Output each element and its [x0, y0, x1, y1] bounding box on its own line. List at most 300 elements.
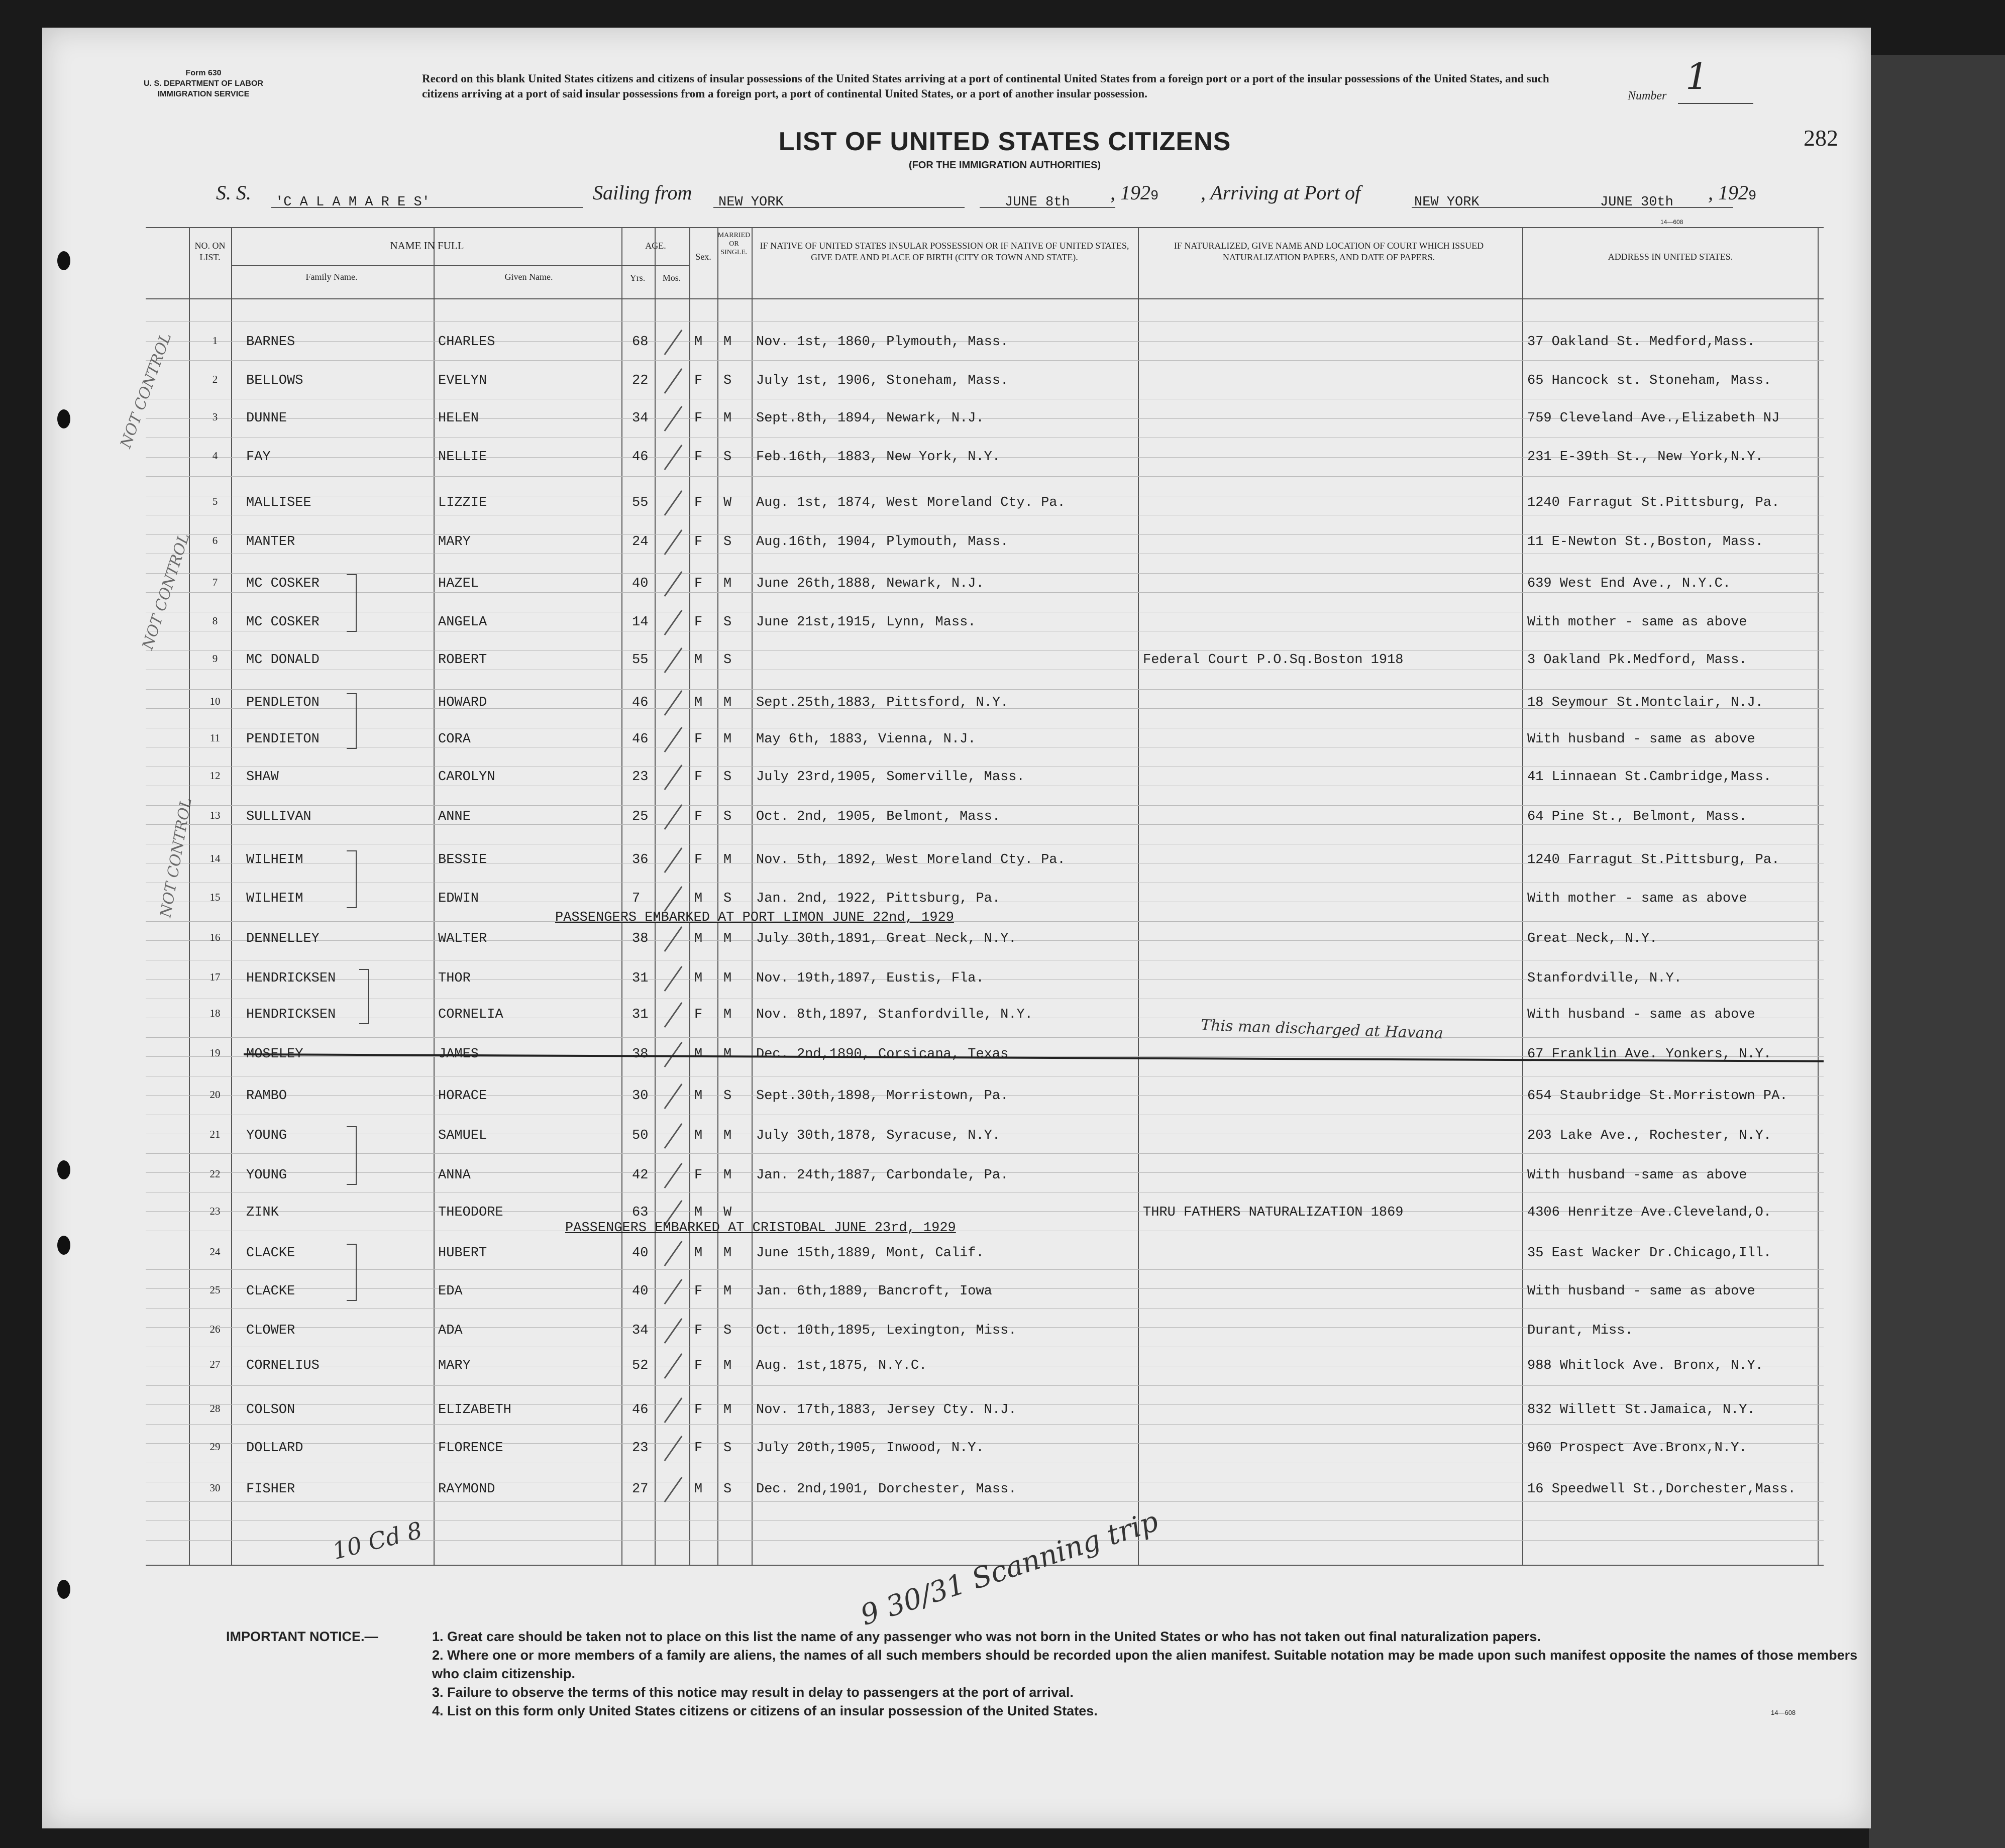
cell-birth: Jan. 2nd, 1922, Pittsburg, Pa. — [756, 891, 1001, 906]
cell-yrs: 40 — [632, 576, 649, 591]
cell-family: FISHER — [246, 1482, 295, 1497]
cell-sex: F — [694, 495, 703, 510]
cell-yrs: 34 — [632, 411, 649, 426]
cell-no: 27 — [209, 1358, 221, 1370]
handwritten-bottom-left: 10 Cd 8 — [330, 1516, 425, 1565]
column-divider — [231, 227, 232, 1565]
cell-family: CORNELIUS — [246, 1358, 320, 1373]
cell-address: 3 Oakland Pk.Medford, Mass. — [1527, 653, 1747, 668]
cell-birth: Nov. 19th,1897, Eustis, Fla. — [756, 971, 984, 986]
ship-name: 'C A L A M A R E S' — [275, 195, 430, 210]
cell-address: 960 Prospect Ave.Bronx,N.Y. — [1527, 1441, 1747, 1456]
cell-nat: Federal Court P.O.Sq.Boston 1918 — [1143, 653, 1404, 668]
cell-sex: F — [694, 411, 703, 426]
cell-yrs: 14 — [632, 615, 649, 630]
ruled-line — [146, 1520, 1824, 1521]
cell-no: 5 — [212, 495, 218, 507]
cell-sex: F — [694, 1358, 703, 1373]
header-naturalized: IF NATURALIZED, GIVE NAME AND LOCATION OF COURT WHICH ISSUED NATURALIZATION PAPERS, AND DATE OF PAPERS. — [1174, 241, 1484, 262]
column-divider — [1522, 227, 1523, 1565]
header-family-name: Family Name. — [305, 272, 358, 282]
cell-birth: Nov. 5th, 1892, West Moreland Cty. Pa. — [756, 852, 1066, 867]
cell-given: MARY — [438, 1358, 471, 1373]
cell-family: SULLIVAN — [246, 809, 311, 824]
cell-given: JAMES — [438, 1047, 479, 1062]
list-number: 1 — [1685, 55, 1709, 97]
cell-family: MOSELEY — [246, 1047, 303, 1062]
cell-yrs: 22 — [632, 373, 649, 388]
cell-given: ELIZABETH — [438, 1402, 511, 1418]
cell-birth: Dec. 2nd,1890, Corsicana, Texas — [756, 1047, 1009, 1062]
cell-address: 18 Seymour St.Montclair, N.J. — [1527, 695, 1763, 710]
cell-ms: M — [723, 335, 732, 350]
arriving-year-digit: 9 — [1748, 189, 1757, 204]
cell-no: 19 — [209, 1047, 221, 1059]
ruled-line — [146, 805, 1824, 806]
cell-sex: M — [694, 1205, 703, 1220]
cell-address: 16 Speedwell St.,Dorchester,Mass. — [1527, 1482, 1796, 1497]
ship-name-wrap — [275, 187, 430, 217]
sailing-year-digit: 9 — [1150, 189, 1159, 204]
cell-no: 28 — [209, 1402, 221, 1415]
cell-birth: July 20th,1905, Inwood, N.Y. — [756, 1441, 984, 1456]
cell-given: RAYMOND — [438, 1482, 495, 1497]
cell-no: 6 — [212, 534, 218, 547]
column-divider — [689, 227, 690, 1565]
cell-sex: F — [694, 852, 703, 867]
cell-family: DOLLARD — [246, 1441, 303, 1456]
cell-sex: F — [694, 770, 703, 785]
arriving-date: JUNE 30th — [1600, 195, 1673, 210]
cell-given: ANGELA — [438, 615, 487, 630]
cell-birth: July 23rd,1905, Somerville, Mass. — [756, 770, 1025, 785]
cell-ms: M — [723, 852, 732, 867]
cell-yrs: 50 — [632, 1128, 649, 1143]
cell-ms: M — [723, 1284, 732, 1299]
header-married-single: MARRIED OR SINGLE. — [717, 232, 751, 256]
cell-no: 25 — [209, 1284, 221, 1296]
cell-no: 20 — [209, 1089, 221, 1101]
cell-address: With husband - same as above — [1527, 1284, 1755, 1299]
ruled-line — [146, 1037, 1824, 1038]
cell-yrs: 40 — [632, 1284, 649, 1299]
cell-sex: F — [694, 450, 703, 465]
cell-given: EDWIN — [438, 891, 479, 906]
cell-family: MC COSKER — [246, 576, 320, 591]
cell-address: 67 Franklin Ave. Yonkers, N.Y. — [1527, 1047, 1772, 1062]
family-bracket — [347, 1244, 357, 1301]
cell-sex: F — [694, 1441, 703, 1456]
ruled-line — [146, 921, 1824, 922]
cell-sex: M — [694, 1246, 703, 1261]
cell-address: 35 East Wacker Dr.Chicago,Ill. — [1527, 1246, 1772, 1261]
ruled-line — [146, 592, 1824, 593]
cell-address: 37 Oakland St. Medford,Mass. — [1527, 335, 1755, 350]
cell-sex: M — [694, 653, 703, 668]
cell-family: YOUNG — [246, 1168, 287, 1183]
cell-yrs: 27 — [632, 1482, 649, 1497]
department-name: U. S. DEPARTMENT OF LABOR — [144, 79, 263, 88]
ruled-line — [146, 360, 1824, 361]
page-title: LIST OF UNITED STATES CITIZENS — [778, 127, 1231, 156]
scan-background-strip — [1869, 55, 2005, 1848]
cell-given: CAROLYN — [438, 770, 495, 785]
column-divider — [189, 227, 190, 1565]
cell-birth: June 21st,1915, Lynn, Mass. — [756, 615, 976, 630]
cell-birth: June 15th,1889, Mont, Calif. — [756, 1246, 984, 1261]
cell-no: 14 — [209, 852, 221, 864]
ruled-line — [146, 476, 1824, 477]
cell-birth: Dec. 2nd,1901, Dorchester, Mass. — [756, 1482, 1017, 1497]
cell-given: CORA — [438, 732, 471, 747]
cell-birth: Sept.30th,1898, Morristown, Pa. — [756, 1089, 1009, 1104]
ruled-line — [146, 573, 1824, 574]
sailing-port: NEW YORK — [718, 195, 784, 210]
cell-birth: Jan. 6th,1889, Bancroft, Iowa — [756, 1284, 992, 1299]
cell-given: NELLIE — [438, 450, 487, 465]
cell-yrs: 55 — [632, 653, 649, 668]
header-bottom-border — [146, 298, 1824, 299]
cell-birth: July 1st, 1906, Stoneham, Mass. — [756, 373, 1009, 388]
arriving-port: NEW YORK — [1414, 195, 1480, 210]
cell-given: SAMUEL — [438, 1128, 487, 1143]
cell-ms: M — [723, 971, 732, 986]
cell-address: Stanfordville, N.Y. — [1527, 971, 1682, 986]
cell-ms: S — [723, 891, 732, 906]
cell-family: PENDIETON — [246, 732, 320, 747]
cell-address: 64 Pine St., Belmont, Mass. — [1527, 809, 1747, 824]
cell-given: CORNELIA — [438, 1007, 503, 1022]
cell-sex: F — [694, 1007, 703, 1022]
cell-ms: M — [723, 1128, 732, 1143]
binder-hole — [57, 409, 70, 428]
cell-no: 7 — [212, 576, 218, 588]
cell-sex: M — [694, 931, 703, 946]
cell-ms: M — [723, 1007, 732, 1022]
ruled-line — [146, 824, 1824, 825]
cell-given: LIZZIE — [438, 495, 487, 510]
ruled-line — [146, 1501, 1824, 1502]
cell-given: WALTER — [438, 931, 487, 946]
header-age: AGE. — [645, 241, 666, 251]
cell-birth: Aug. 1st, 1874, West Moreland Cty. Pa. — [756, 495, 1066, 510]
cell-ms: S — [723, 1482, 732, 1497]
cell-yrs: 46 — [632, 732, 649, 747]
cell-address: 654 Staubridge St.Morristown PA. — [1527, 1089, 1788, 1104]
cell-sex: M — [694, 1128, 703, 1143]
cell-sex: F — [694, 1402, 703, 1418]
cell-family: YOUNG — [246, 1128, 287, 1143]
cell-no: 9 — [212, 653, 218, 665]
cell-no: 30 — [209, 1482, 221, 1494]
cell-no: 26 — [209, 1323, 221, 1335]
header-address: ADDRESS IN UNITED STATES. — [1608, 252, 1733, 262]
handwritten-row19-note: This man discharged at Havana — [1200, 1016, 1444, 1043]
cell-birth: Feb.16th, 1883, New York, N.Y. — [756, 450, 1001, 465]
form-identifier — [131, 68, 276, 99]
ruled-line — [146, 650, 1824, 651]
ruled-line — [146, 1385, 1824, 1386]
cell-address: With husband - same as above — [1527, 732, 1755, 747]
cell-address: With husband -same as above — [1527, 1168, 1747, 1183]
header-given-name: Given Name. — [504, 272, 553, 282]
cell-family: DUNNE — [246, 411, 287, 426]
stamp-not-control-2: NOT CONTROL — [139, 531, 193, 652]
cell-no: 3 — [212, 411, 218, 423]
column-divider — [621, 227, 622, 1565]
binder-hole — [57, 1160, 70, 1179]
cell-sex: F — [694, 1323, 703, 1338]
cell-family: BELLOWS — [246, 373, 303, 388]
cell-sex: F — [694, 373, 703, 388]
cell-no: 12 — [209, 770, 221, 782]
cell-given: EDA — [438, 1284, 463, 1299]
cell-ms: S — [723, 1441, 732, 1456]
cell-address: With mother - same as above — [1527, 891, 1747, 906]
family-bracket — [359, 969, 369, 1024]
cell-address: 988 Whitlock Ave. Bronx, N.Y. — [1527, 1358, 1763, 1373]
ruled-line — [146, 1308, 1824, 1309]
cell-address: 759 Cleveland Ave.,Elizabeth NJ — [1527, 411, 1780, 426]
cell-given: EVELYN — [438, 373, 487, 388]
cell-no: 23 — [209, 1205, 221, 1217]
number-label: Number — [1628, 89, 1667, 102]
binder-hole — [57, 251, 70, 270]
column-divider — [1138, 227, 1139, 1565]
cell-address: 639 West End Ave., N.Y.C. — [1527, 576, 1731, 591]
binder-hole — [57, 1580, 70, 1599]
cell-yrs: 25 — [632, 809, 649, 824]
cell-yrs: 46 — [632, 450, 649, 465]
cell-birth: June 26th,1888, Newark, N.J. — [756, 576, 984, 591]
cell-no: 24 — [209, 1246, 221, 1258]
cell-sex: F — [694, 576, 703, 591]
cell-address: 11 E-Newton St.,Boston, Mass. — [1527, 534, 1763, 550]
cell-ms: S — [723, 534, 732, 550]
cell-given: ANNA — [438, 1168, 471, 1183]
cell-no: 8 — [212, 615, 218, 627]
cell-yrs: 23 — [632, 770, 649, 785]
cell-birth: July 30th,1891, Great Neck, N.Y. — [756, 931, 1017, 946]
cell-ms: S — [723, 373, 732, 388]
cell-birth: Nov. 17th,1883, Jersey Cty. N.J. — [756, 1402, 1017, 1418]
ruled-line — [146, 689, 1824, 690]
cell-family: WILHEIM — [246, 891, 303, 906]
cell-ms: S — [723, 770, 732, 785]
number-underline — [1678, 103, 1753, 104]
cell-yrs: 7 — [632, 891, 641, 906]
notice-item-4: 4. List on this form only United States citizens or citizens of an insular possession of the United States. — [432, 1703, 1098, 1718]
cell-no: 1 — [212, 335, 218, 347]
ruled-line — [146, 1424, 1824, 1425]
column-divider — [434, 227, 435, 1565]
cell-given: ADA — [438, 1323, 463, 1338]
cell-no: 10 — [209, 695, 221, 707]
sailing-date-wrap — [1005, 187, 1070, 217]
cell-no: 11 — [209, 732, 221, 744]
ruled-line — [146, 321, 1824, 322]
cell-birth: Oct. 2nd, 1905, Belmont, Mass. — [756, 809, 1001, 824]
cell-sex: M — [694, 1047, 703, 1062]
form-instructions: Record on this blank United States citizens and citizens of insular possessions of the United States arriving at a port of continental United States from a foreign port or a port of the insular possessions of the United States, and such citizens arriving at a port of said insular possessions from a foreign port, a port of continental United States, or a port of another insular possession. — [422, 72, 1549, 100]
cell-birth: May 6th, 1883, Vienna, N.J. — [756, 732, 976, 747]
cell-birth: Aug.16th, 1904, Plymouth, Mass. — [756, 534, 1009, 550]
cell-family: DENNELLEY — [246, 931, 320, 946]
header-name-in-full: NAME IN FULL — [390, 240, 464, 252]
cell-ms: M — [723, 411, 732, 426]
cell-address: 4306 Henritze Ave.Cleveland,O. — [1527, 1205, 1772, 1220]
cell-family: CLACKE — [246, 1246, 295, 1261]
arriving-label: , Arriving at Port of — [1201, 181, 1361, 204]
binder-hole — [57, 1236, 70, 1255]
page-subtitle: (FOR THE IMMIGRATION AUTHORITIES) — [908, 160, 1101, 171]
year-prefix-1: , 192 — [1110, 181, 1150, 204]
cell-birth: Nov. 8th,1897, Stanfordville, N.Y. — [756, 1007, 1033, 1022]
arriving-date-wrap — [1600, 187, 1673, 217]
stamp-not-control-3: NOT CONTROL — [157, 796, 195, 919]
handwritten-bottom-center: 9 30/31 Scanning trip — [857, 1505, 1163, 1632]
cell-ms: S — [723, 653, 732, 668]
cell-birth: Sept.25th,1883, Pittsford, N.Y. — [756, 695, 1009, 710]
section-cristobal: PASSENGERS EMBARKED AT CRISTOBAL JUNE 23rd, 1929 — [565, 1221, 956, 1236]
cell-yrs: 24 — [632, 534, 649, 550]
cell-birth: Jan. 24th,1887, Carbondale, Pa. — [756, 1168, 1009, 1183]
cell-address: 832 Willett St.Jamaica, N.Y. — [1527, 1402, 1755, 1418]
cell-given: ANNE — [438, 809, 471, 824]
notice-item-3: 3. Failure to observe the terms of this notice may result in delay to passengers at the port of arrival. — [432, 1685, 1074, 1700]
cell-ms: S — [723, 809, 732, 824]
year-prefix-2: , 192 — [1708, 181, 1748, 204]
cell-given: MARY — [438, 534, 471, 550]
cell-family: MALLISEE — [246, 495, 311, 510]
cell-yrs: 34 — [632, 1323, 649, 1338]
sailing-year-wrap — [1110, 181, 1158, 211]
cell-ms: M — [723, 1168, 732, 1183]
cell-no: 18 — [209, 1007, 221, 1019]
cell-sex: M — [694, 1089, 703, 1104]
cell-yrs: 68 — [632, 335, 649, 350]
cell-family: HENDRICKSEN — [246, 1007, 336, 1022]
sailing-port-wrap — [718, 187, 784, 217]
cell-address: Great Neck, N.Y. — [1527, 931, 1658, 946]
cell-address: Durant, Miss. — [1527, 1323, 1633, 1338]
cell-yrs: 55 — [632, 495, 649, 510]
cell-ms: S — [723, 615, 732, 630]
cell-ms: M — [723, 1246, 732, 1261]
cell-yrs: 52 — [632, 1358, 649, 1373]
cell-sex: M — [694, 335, 703, 350]
cell-family: MC COSKER — [246, 615, 320, 630]
cell-no: 2 — [212, 373, 218, 385]
sailing-date: JUNE 8th — [1005, 195, 1070, 210]
cell-yrs: 31 — [632, 1007, 649, 1022]
header-sex: Sex. — [695, 252, 711, 262]
ss-label: S. S. — [216, 181, 251, 204]
cell-ms: S — [723, 1089, 732, 1104]
cell-sex: F — [694, 534, 703, 550]
cell-birth: Aug. 1st,1875, N.Y.C. — [756, 1358, 927, 1373]
form-number: Form 630 — [185, 69, 222, 77]
cell-family: CLOWER — [246, 1323, 295, 1338]
cell-family: MANTER — [246, 534, 295, 550]
cell-address: 231 E-39th St., New York,N.Y. — [1527, 450, 1763, 465]
sailing-label: Sailing from — [593, 181, 692, 204]
cell-yrs: 46 — [632, 1402, 649, 1418]
cell-nat: THRU FATHERS NATURALIZATION 1869 — [1143, 1205, 1404, 1220]
cell-given: HOWARD — [438, 695, 487, 710]
cell-no: 17 — [209, 971, 221, 983]
cell-ms: M — [723, 732, 732, 747]
ruled-line — [146, 1153, 1824, 1154]
form-code: 14—608 — [1771, 1709, 1796, 1716]
cell-given: CHARLES — [438, 335, 495, 350]
cell-sex: M — [694, 971, 703, 986]
cell-family: SHAW — [246, 770, 279, 785]
ruled-line — [146, 1269, 1824, 1270]
cell-yrs: 46 — [632, 695, 649, 710]
cell-ms: M — [723, 1047, 732, 1062]
cell-address: 1240 Farragut St.Pittsburg, Pa. — [1527, 852, 1780, 867]
cell-no: 21 — [209, 1128, 221, 1140]
header-mos: Mos. — [662, 273, 681, 283]
cell-no: 16 — [209, 931, 221, 943]
stamp-not-control-1: NOT CONTROL — [117, 331, 175, 451]
cell-sex: F — [694, 1284, 703, 1299]
cell-address: 65 Hancock st. Stoneham, Mass. — [1527, 373, 1772, 388]
page-number: 282 — [1804, 125, 1838, 151]
cell-sex: M — [694, 1482, 703, 1497]
arriving-port-wrap — [1414, 187, 1480, 217]
arriving-year-wrap — [1708, 181, 1756, 211]
cell-given: HUBERT — [438, 1246, 487, 1261]
cell-family: PENDLETON — [246, 695, 320, 710]
cell-yrs: 63 — [632, 1205, 649, 1220]
cell-given: BESSIE — [438, 852, 487, 867]
cell-ms: M — [723, 695, 732, 710]
cell-sex: F — [694, 809, 703, 824]
notice-item-1: 1. Great care should be taken not to place on this list the name of any passenger who was not born in the United States or who has not taken out final naturalization papers. — [432, 1629, 1541, 1644]
cell-birth: Nov. 1st, 1860, Plymouth, Mass. — [756, 335, 1009, 350]
cell-no: 13 — [209, 809, 221, 821]
cell-yrs: 31 — [632, 971, 649, 986]
notice-item-2: 2. Where one or more members of a family are aliens, the names of all such members should be recorded upon the alien manifest. Suitable notation may be made upon such manifest opposite the names of those members who claim citizenship. — [432, 1648, 1858, 1681]
cell-ms: M — [723, 931, 732, 946]
cell-family: FAY — [246, 450, 271, 465]
cell-address: With husband - same as above — [1527, 1007, 1755, 1022]
cell-ms: M — [723, 576, 732, 591]
cell-given: FLORENCE — [438, 1441, 503, 1456]
cell-yrs: 36 — [632, 852, 649, 867]
cell-ms: W — [723, 495, 732, 510]
cell-family: ZINK — [246, 1205, 279, 1220]
cell-birth: Sept.8th, 1894, Newark, N.J. — [756, 411, 984, 426]
cell-family: RAMBO — [246, 1089, 287, 1104]
cell-ms: M — [723, 1402, 732, 1418]
cell-yrs: 40 — [632, 1246, 649, 1261]
cell-no: 29 — [209, 1441, 221, 1453]
cell-yrs: 42 — [632, 1168, 649, 1183]
cell-given: HORACE — [438, 1089, 487, 1104]
cell-family: MC DONALD — [246, 653, 320, 668]
cell-no: 15 — [209, 891, 221, 903]
cell-sex: M — [694, 891, 703, 906]
name-subheader-border — [231, 265, 623, 266]
cell-ms: W — [723, 1205, 732, 1220]
section-port-limon: PASSENGERS EMBARKED AT PORT LIMON JUNE 22nd, 1929 — [555, 910, 954, 925]
cell-address: 1240 Farragut St.Pittsburg, Pa. — [1527, 495, 1780, 510]
family-bracket — [347, 1126, 357, 1185]
column-divider — [752, 227, 753, 1565]
